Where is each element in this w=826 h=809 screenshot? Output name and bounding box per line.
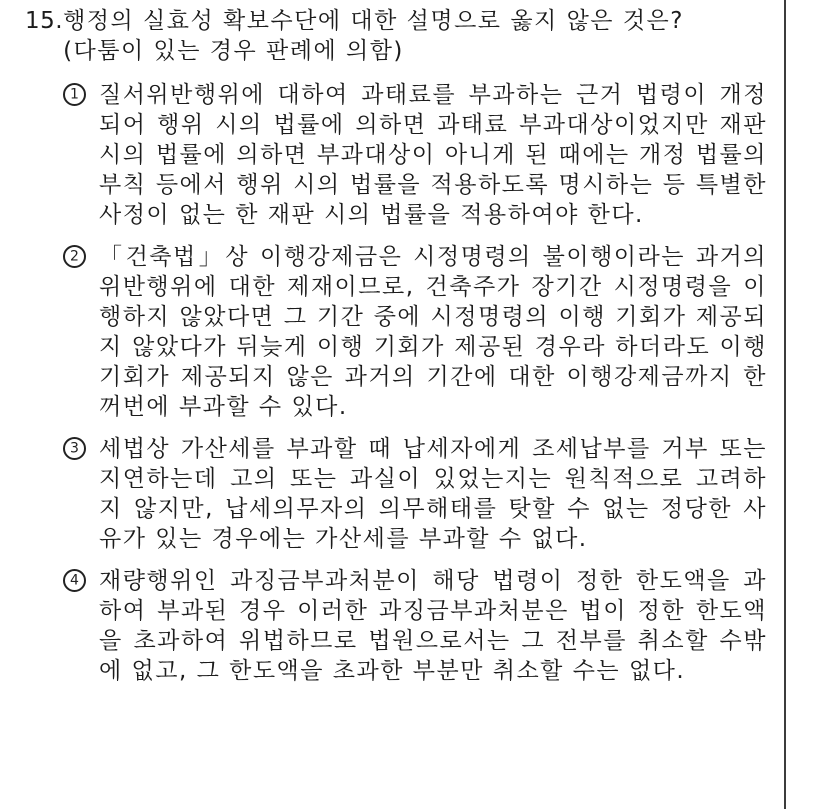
options-list [25, 80, 780, 686]
question-number: 15. [25, 8, 64, 34]
option-text: 「건축법」상 이행강제금은 시정명령의 불이행이라는 과거의 위반행위에 대한 제재이므로, 건축주가 장기간 시정명령을 이행하지 않았다면 그 기간 중에 시정명령의 이행 기회가 제공되지 않았다가 뒤늦게 이행 기회가 제공된 경우라 하더라도 이행 기회가 제공되지 않은 과거의 기간에 대한 이행강제금까지 한꺼번에 부과할 수 있다. [99, 244, 767, 420]
question-note: (다툼이 있는 경우 판례에 의함) [63, 38, 404, 64]
answer-option [63, 242, 780, 422]
option-number-circle-icon [63, 245, 86, 268]
option-number-circle-icon [63, 83, 86, 106]
question-text: 행정의 실효성 확보수단에 대한 설명으로 옳지 않은 것은? [63, 8, 684, 34]
answer-option [63, 566, 780, 686]
option-number-circle-icon [63, 437, 86, 460]
option-text: 재량행위인 과징금부과처분이 해당 법령이 정한 한도액을 과하여 부과된 경우 이러한 과징금부과처분은 법이 정한 한도액을 초과하여 위법하므로 법원으로서는 그 전부를 취소할 수밖에 없고, 그 한도액을 초과한 부분만 취소할 수는 없다. [99, 568, 767, 684]
answer-option [63, 80, 780, 230]
column-divider-line [784, 0, 786, 809]
option-number-circle-icon [63, 569, 86, 592]
question-text-wrap [63, 6, 777, 66]
option-number-digit: 4 [70, 572, 79, 588]
option-number-digit: 1 [70, 86, 79, 102]
option-text: 세법상 가산세를 부과할 때 납세자에게 조세납부를 거부 또는 지연하는데 고의 또는 과실이 있었는지는 원칙적으로 고려하지 않지만, 납세의무자의 의무해태를 탓할 수 없는 정당한 사유가 있는 경우에는 가산세를 부과할 수 없다. [99, 436, 767, 552]
option-number-digit: 2 [70, 248, 79, 264]
answer-option [63, 434, 780, 554]
question-column [0, 6, 780, 698]
question-block [25, 6, 780, 66]
option-number-digit: 3 [70, 440, 79, 456]
option-text: 질서위반행위에 대하여 과태료를 부과하는 근거 법령이 개정되어 행위 시의 법률에 의하면 과태료 부과대상이었지만 재판 시의 법률에 의하면 부과대상이 아니게 된 때에는 개정 법률의 부칙 등에서 행위 시의 법률을 적용하도록 명시하는 등 특별한 사정이 없는 한 재판 시의 법률을 적용하여야 한다. [99, 82, 767, 228]
